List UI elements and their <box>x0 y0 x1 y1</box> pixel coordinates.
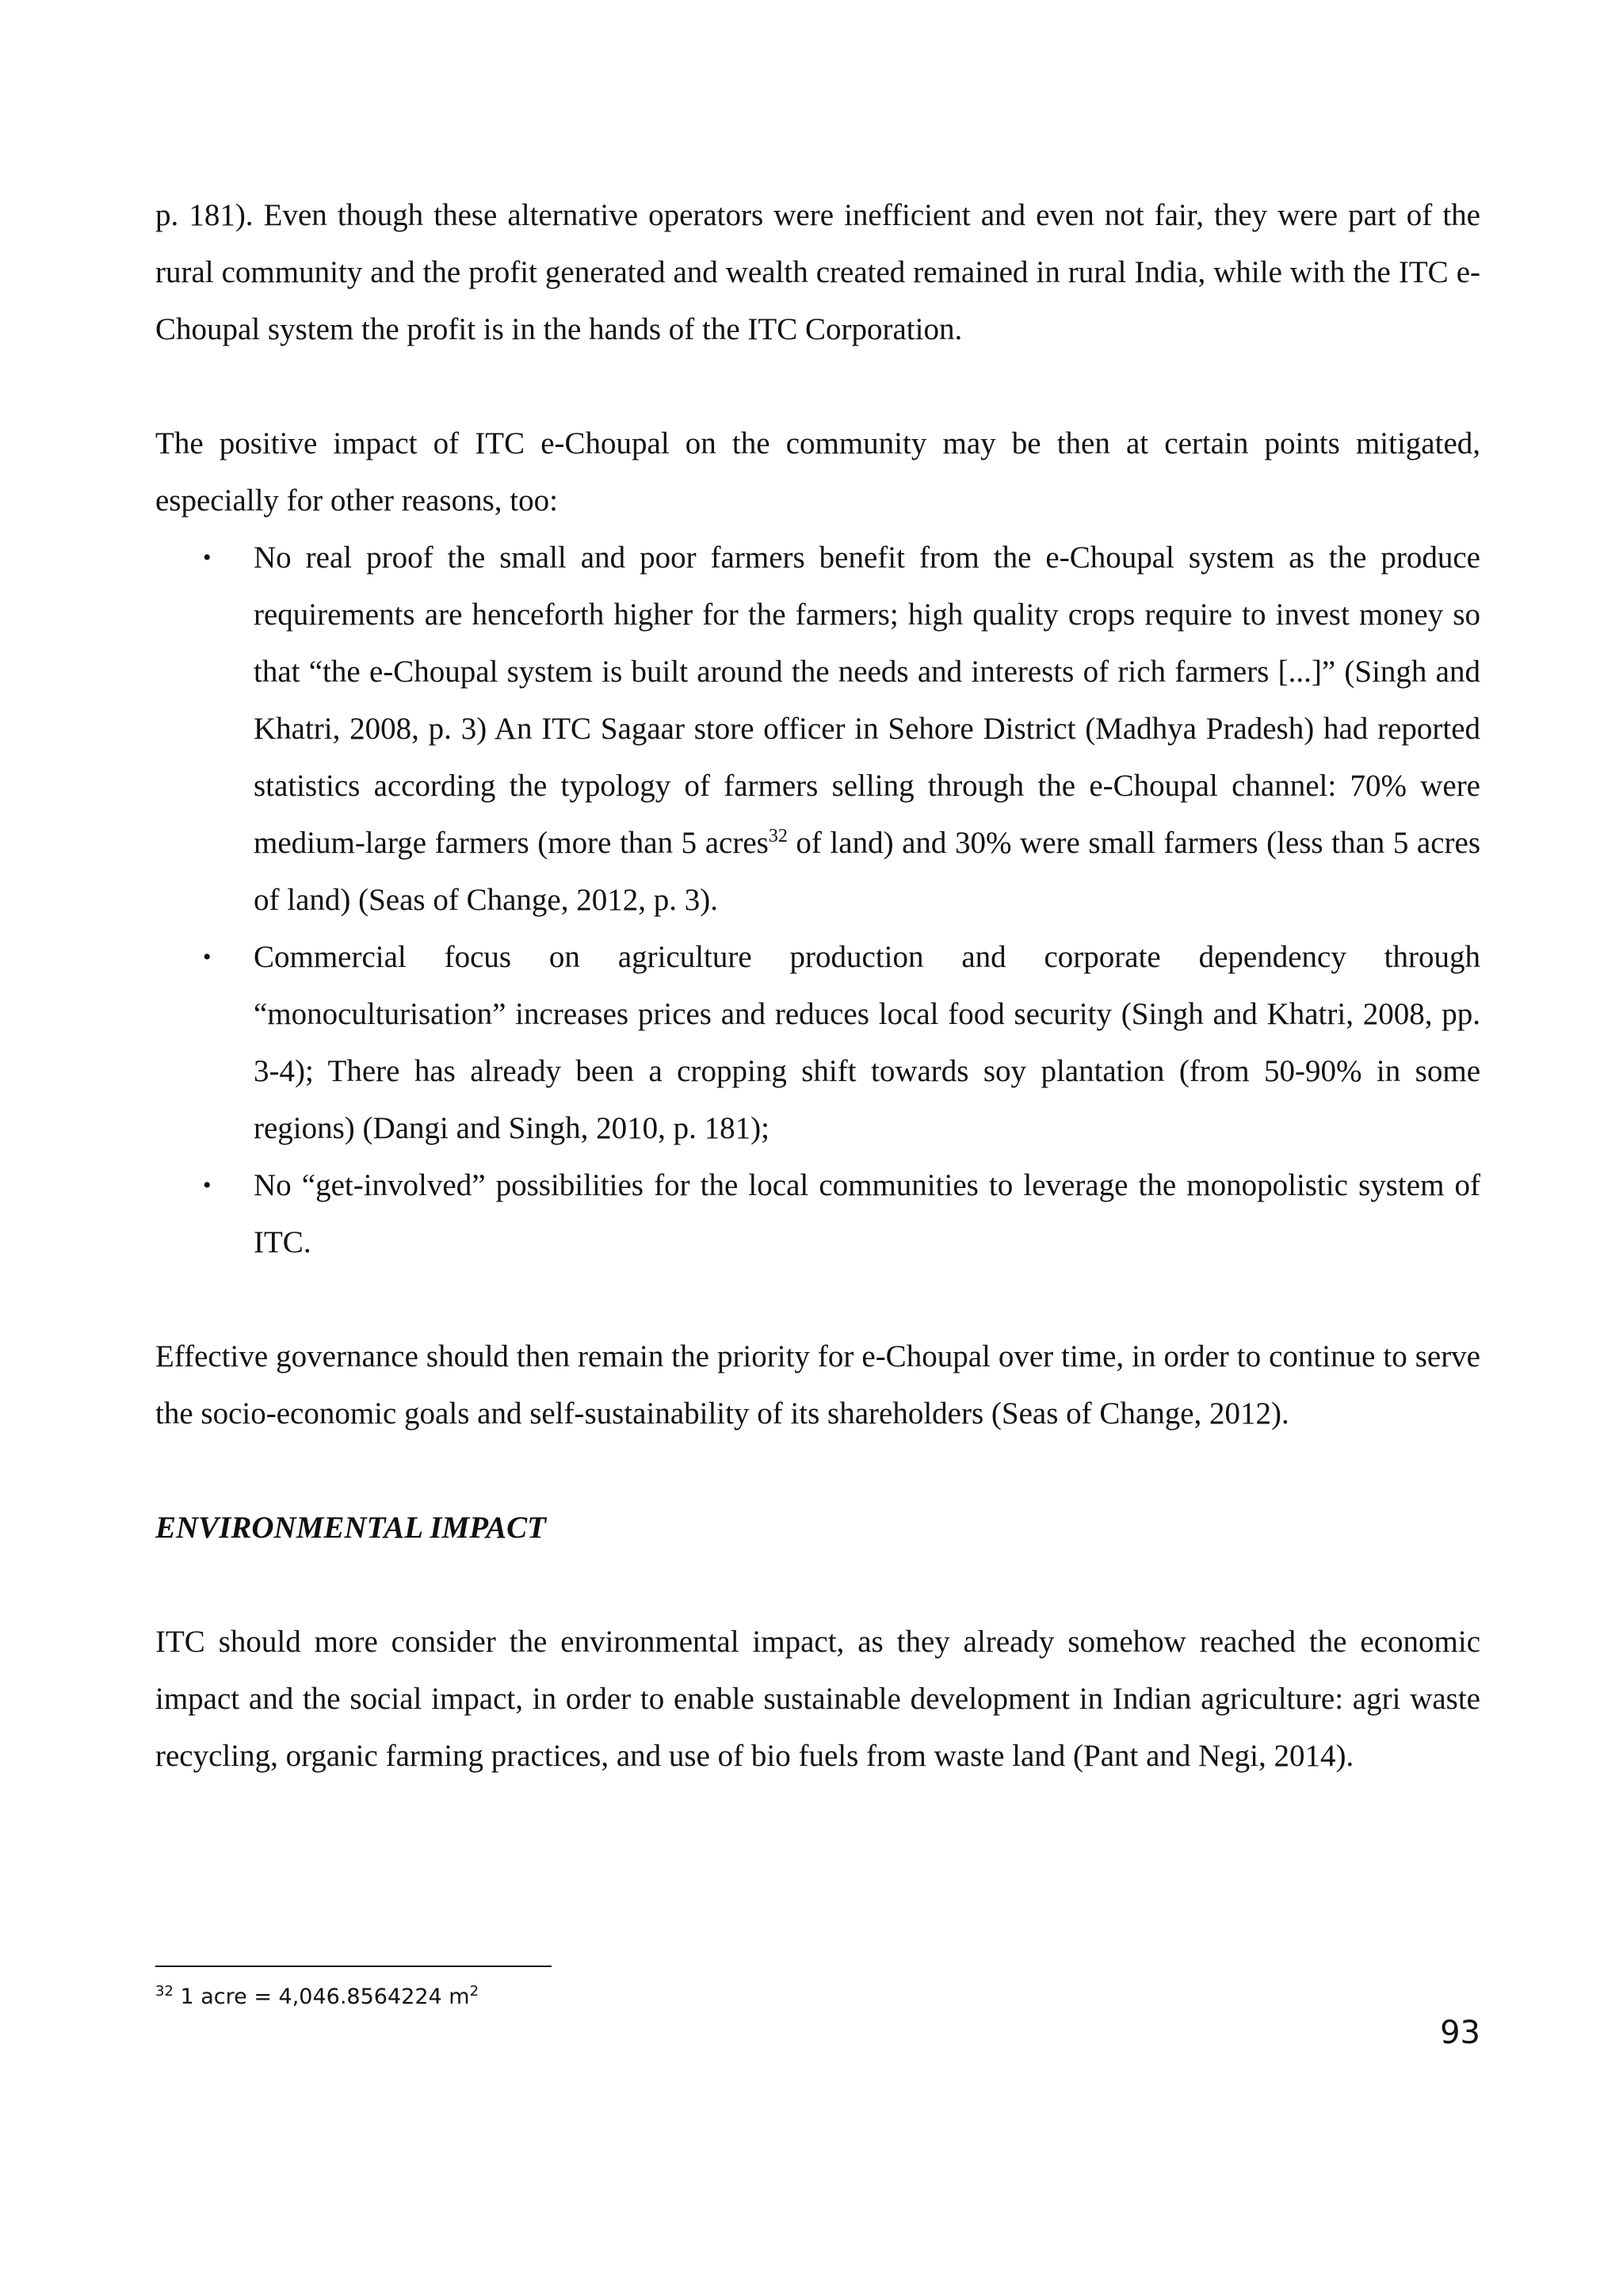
bullet-icon: • <box>203 944 212 970</box>
bullet-item-3 <box>155 1157 1480 1271</box>
bullet-icon: • <box>203 1172 212 1198</box>
footnote <box>155 1981 479 2013</box>
bullet-3-text: No “get-involved” possibilities for the local communities to leverage the monopolistic system of ITC. <box>254 1168 1480 1259</box>
bullet-2-text: Commercial focus on agriculture production and corporate dependency through “monoculturisation” increases prices and reduces local food security (Singh and Khatri, 2008, pp. 3-4); There has already been a cropping shift towards soy plantation (from 50-90% in some regions) (Dangi and Singh, 2010, p. 181); <box>254 940 1480 1145</box>
bullet-1-text-a: No real proof the small and poor farmers benefit from the e-Choupal system as the produce requirements are henceforth higher for the farmers; high quality crops require to invest money so that “the e-Choupal system is built around the needs and interests of rich farmers [...]” (Singh and Khatri, 2008, p. 3) An ITC Sagaar store officer in Sehore District (Madhya Pradesh) had reported statistics according the typology of farmers selling through the e-Choupal channel: 70% were medium-large farmers (more than 5 acres <box>254 541 1480 860</box>
page-number: 93 <box>1440 2015 1480 2051</box>
bullet-list <box>155 529 1480 1271</box>
paragraph-3: Effective governance should then remain the priority for e-Choupal over time, in order to continue to serve the socio-economic goals and self-sustainability of its shareholders (Seas of Change, 2012). <box>155 1339 1480 1431</box>
section-heading: ENVIRONMENTAL IMPACT <box>155 1511 547 1545</box>
bullet-1-text-b: of land) and 30% were small farmers (less than 5 acres of land) (Seas of Change, 2012, p. 3). <box>254 826 1480 917</box>
footnote-number: 32 <box>155 1983 174 2000</box>
paragraph-1: p. 181). Even though these alternative operators were inefficient and even not fair, they were part of the rural community and the profit generated and wealth created remained in rural India, while with the ITC e-Choupal system the profit is in the hands of the ITC Corporation. <box>155 198 1480 346</box>
bullet-icon: • <box>203 544 212 571</box>
page-body <box>155 187 1480 1785</box>
footnote-text: 1 acre = 4,046.8564224 m <box>173 1985 470 2009</box>
paragraph-2: The positive impact of ITC e-Choupal on the community may be then at certain points mitigated, especially for other reasons, too: <box>155 426 1480 518</box>
bullet-item-2 <box>155 929 1480 1157</box>
footnote-exponent: 2 <box>469 1983 479 2000</box>
footnote-reference: 32 <box>768 826 788 846</box>
bullet-item-1 <box>155 529 1480 929</box>
footnote-divider <box>155 1966 552 1967</box>
paragraph-4: ITC should more consider the environmental impact, as they already somehow reached the economic impact and the social impact, in order to enable sustainable development in Indian agriculture: agri waste recycling, organic farming practices, and use of bio fuels from waste land (Pant and Negi, 2014). <box>155 1625 1480 1773</box>
